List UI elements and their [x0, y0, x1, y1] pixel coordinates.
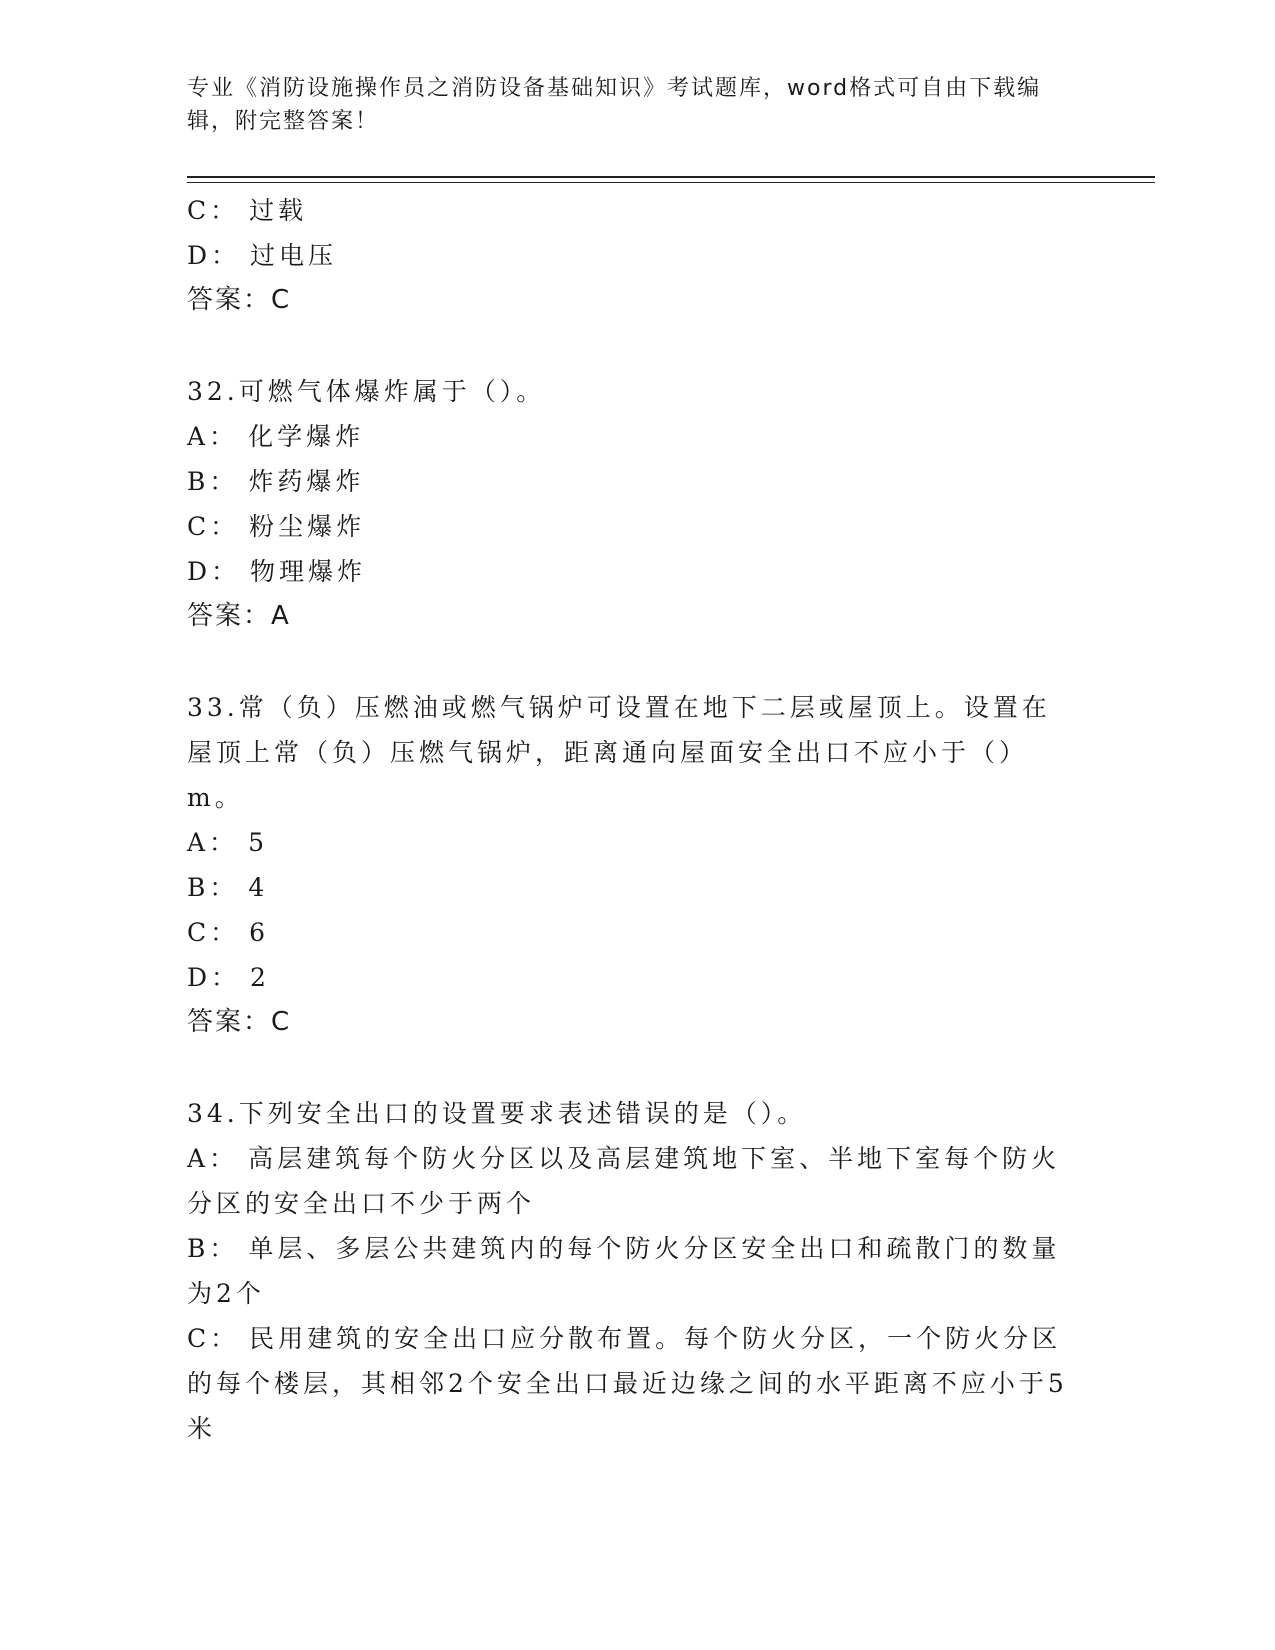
option-text: 过电压 — [250, 241, 338, 270]
option-text: 6 — [249, 918, 270, 947]
option-c — [187, 504, 1087, 549]
option-label: C： — [187, 512, 240, 541]
option-label: D： — [187, 241, 241, 270]
option-text: 化学爆炸 — [248, 422, 365, 451]
question-32 — [187, 369, 1087, 639]
option-text: 单层、多层公共建筑内的每个防火分区安全出口和疏散门的数量为2个 — [187, 1234, 1061, 1308]
option-d — [187, 955, 1087, 1000]
question-text: 33.常（负）压燃油或燃气锅炉可设置在地下二层或屋顶上。设置在屋顶上常（负）压燃气锅炉，距离通向屋面安全出口不应小于（）m。 — [187, 693, 1051, 812]
option-c — [187, 1316, 1077, 1451]
option-b — [187, 865, 1087, 910]
answer: 答案：A — [187, 601, 291, 631]
question-text: 34.下列安全出口的设置要求表述错误的是（）。 — [187, 1099, 807, 1128]
option-text: 2 — [250, 963, 270, 992]
option-d — [187, 233, 1087, 278]
option-text: 粉尘爆炸 — [249, 512, 366, 541]
option-text: 4 — [248, 873, 269, 902]
option-d — [187, 549, 1087, 594]
option-label: C： — [187, 918, 240, 947]
option-label: C： — [187, 1324, 240, 1353]
header-divider-thick — [187, 176, 1155, 178]
option-text: 5 — [248, 828, 268, 857]
answer: 答案：C — [187, 1007, 292, 1037]
option-text: 过载 — [249, 196, 308, 225]
option-a — [187, 820, 1087, 865]
question-31 — [187, 188, 1087, 323]
option-a — [187, 1136, 1077, 1226]
question-list — [187, 188, 1087, 1451]
option-label: A： — [187, 1144, 239, 1173]
option-b — [187, 459, 1087, 504]
option-label: D： — [187, 557, 241, 586]
option-label: A： — [187, 422, 239, 451]
option-text: 民用建筑的安全出口应分散布置。每个防火分区，一个防火分区的每个楼层，其相邻2个安全出口最近边缘之间的水平距离不应小于5米 — [187, 1324, 1068, 1443]
answer: 答案：C — [187, 285, 292, 315]
question-33 — [187, 685, 1087, 1045]
option-label: B： — [187, 1234, 239, 1263]
option-a — [187, 414, 1087, 459]
option-b — [187, 1226, 1077, 1316]
header-divider-thin — [187, 182, 1155, 183]
option-label: A： — [187, 828, 239, 857]
question-text: 32.可燃气体爆炸属于（）。 — [187, 377, 546, 406]
option-text: 物理爆炸 — [250, 557, 367, 586]
option-label: B： — [187, 873, 239, 902]
document-header: 专业《消防设施操作员之消防设备基础知识》考试题库，word格式可自由下载编辑，附完整答案！ — [187, 76, 1042, 134]
option-label: B： — [187, 467, 239, 496]
question-34 — [187, 1091, 1087, 1451]
option-label: C： — [187, 196, 240, 225]
option-text: 炸药爆炸 — [248, 467, 365, 496]
option-c — [187, 188, 1087, 233]
option-text: 高层建筑每个防火分区以及高层建筑地下室、半地下室每个防火分区的安全出口不少于两个 — [187, 1144, 1061, 1218]
option-label: D： — [187, 963, 241, 992]
option-c — [187, 910, 1087, 955]
